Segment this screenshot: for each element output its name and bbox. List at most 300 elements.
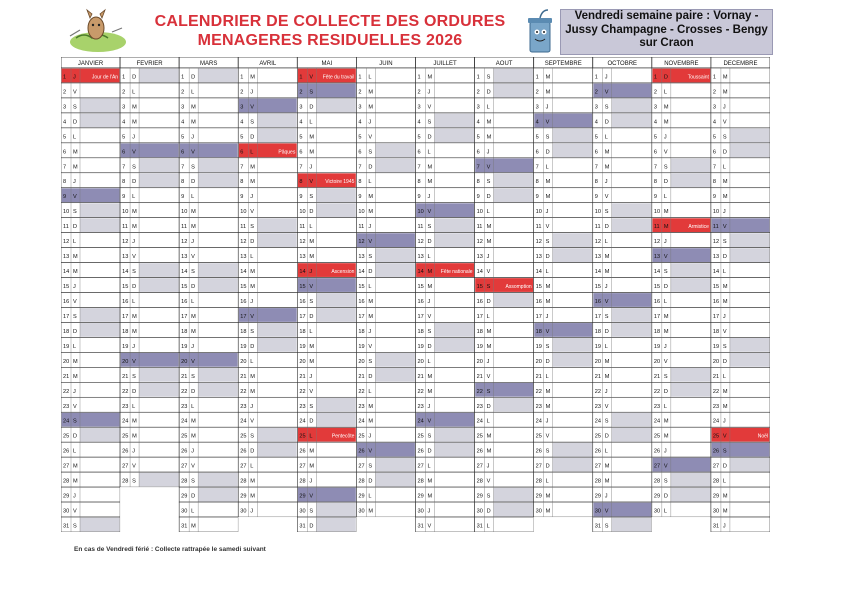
weekday-letter: S — [663, 164, 668, 171]
day-cell-bg — [475, 367, 534, 382]
weekday-letter: V — [545, 328, 550, 335]
day-cell-bg — [475, 218, 534, 233]
weekday-letter: L — [604, 134, 608, 141]
day-cell — [179, 517, 238, 532]
weekday-letter: V — [309, 493, 314, 500]
day-number: 3 — [653, 104, 657, 111]
day-cell-bg — [238, 397, 297, 412]
day-cell-bg — [534, 173, 593, 188]
weekday-letter: S — [486, 74, 491, 81]
day-cell-bg — [356, 113, 415, 128]
day-number: 27 — [594, 463, 601, 470]
day-cell — [475, 307, 534, 322]
weekday-letter: M — [663, 119, 669, 126]
month-column — [297, 57, 356, 532]
day-cell — [593, 278, 652, 293]
day-number: 3 — [712, 104, 717, 111]
weekday-letter: V — [368, 343, 373, 350]
weekday-letter: D — [722, 149, 727, 156]
day-cell — [297, 128, 356, 143]
day-number: 21 — [712, 373, 720, 380]
day-cell-bg — [416, 517, 475, 532]
month-header: OCTOBRE — [607, 61, 638, 68]
day-cell-bg — [416, 307, 475, 322]
calendar-title — [130, 12, 530, 50]
day-cell — [416, 442, 475, 457]
weekday-letter: D — [73, 224, 78, 231]
day-number: 25 — [358, 433, 365, 440]
weekday-letter: L — [191, 89, 195, 96]
weekday-letter: L — [427, 149, 431, 156]
weekday-letter: D — [191, 493, 196, 500]
day-number: 25 — [181, 433, 188, 440]
day-number: 7 — [181, 164, 185, 171]
day-cell-bg — [238, 188, 297, 203]
day-cell-bg — [534, 427, 593, 442]
day-number: 29 — [63, 493, 70, 500]
weekday-letter: S — [309, 298, 314, 305]
day-cell-bg — [61, 173, 120, 188]
day-cell-bg — [120, 307, 179, 322]
weekday-letter: L — [663, 194, 667, 201]
weekday-letter: M — [545, 194, 551, 201]
day-cell — [120, 68, 179, 83]
day-number: 18 — [653, 328, 661, 335]
day-number: 20 — [240, 358, 247, 365]
day-number: 7 — [712, 164, 717, 171]
weekday-letter: L — [191, 508, 195, 515]
day-number: 22 — [476, 388, 483, 395]
day-cell — [179, 98, 238, 113]
day-number: 17 — [122, 313, 129, 320]
day-cell — [356, 173, 415, 188]
weekday-letter: J — [604, 179, 608, 186]
weekday-letter: V — [427, 523, 432, 530]
day-cell — [297, 263, 356, 278]
day-number: 19 — [122, 343, 129, 350]
day-number: 19 — [417, 343, 424, 350]
day-number: 10 — [181, 209, 188, 216]
day-number: 27 — [299, 463, 306, 470]
day-number: 28 — [712, 478, 720, 485]
day-number: 17 — [653, 313, 661, 320]
day-cell — [711, 293, 770, 308]
day-number: 23 — [594, 403, 601, 410]
day-number: 24 — [299, 418, 306, 425]
day-number: 19 — [63, 343, 70, 350]
day-number: 2 — [535, 89, 539, 96]
day-cell — [179, 248, 238, 263]
day-number: 22 — [358, 388, 365, 395]
weekday-letter: M — [250, 373, 255, 380]
day-number: 24 — [712, 418, 720, 425]
day-number: 21 — [63, 373, 70, 380]
weekday-letter: S — [309, 194, 314, 201]
day-number: 17 — [712, 313, 720, 320]
day-cell — [593, 352, 652, 367]
weekend-shade — [435, 338, 474, 352]
day-cell-bg — [416, 158, 475, 173]
day-number: 19 — [712, 343, 720, 350]
weekday-letter: L — [486, 418, 490, 425]
day-number: 2 — [299, 89, 303, 96]
day-cell — [416, 98, 475, 113]
day-cell — [593, 427, 652, 442]
day-number: 24 — [63, 418, 70, 425]
day-number: 20 — [63, 358, 70, 365]
weekday-letter: M — [486, 343, 492, 350]
weekday-letter: J — [486, 358, 490, 365]
day-cell — [711, 322, 770, 337]
day-number: 4 — [63, 119, 67, 126]
day-cell-bg — [475, 203, 534, 218]
day-cell-bg — [297, 128, 356, 143]
day-number: 19 — [535, 343, 542, 350]
day-number: 6 — [122, 149, 126, 156]
day-number: 2 — [240, 89, 244, 96]
weekday-letter: S — [722, 448, 727, 455]
day-number: 29 — [299, 493, 306, 500]
day-cell — [356, 367, 415, 382]
day-cell — [593, 68, 652, 83]
day-number: 16 — [240, 298, 247, 305]
day-number: 20 — [653, 358, 661, 365]
weekday-letter: S — [663, 478, 668, 485]
day-number: 19 — [181, 343, 188, 350]
day-number: 25 — [63, 433, 70, 440]
day-number: 1 — [63, 74, 67, 81]
day-cell — [534, 502, 593, 517]
day-cell-bg — [61, 502, 120, 517]
weekday-letter: M — [73, 269, 78, 276]
month-header: JUIN — [379, 61, 393, 68]
day-cell-bg — [179, 457, 238, 472]
day-cell — [179, 158, 238, 173]
day-cell — [120, 98, 179, 113]
weekday-letter: J — [663, 134, 667, 141]
day-cell-bg — [120, 442, 179, 457]
day-cell — [238, 382, 297, 397]
day-cell-bg — [416, 367, 475, 382]
day-number: 8 — [63, 179, 67, 186]
day-number: 29 — [594, 493, 601, 500]
weekday-letter: M — [191, 209, 196, 216]
day-number: 22 — [63, 388, 70, 395]
weekday-letter: M — [309, 239, 315, 246]
day-cell-bg — [534, 203, 593, 218]
day-number: 16 — [122, 298, 129, 305]
day-cell — [711, 263, 770, 278]
day-cell-bg — [179, 128, 238, 143]
day-cell-bg — [534, 307, 593, 322]
day-number: 26 — [653, 448, 661, 455]
day-cell-bg — [356, 293, 415, 308]
weekend-shade — [730, 128, 769, 142]
weekday-letter: J — [132, 239, 135, 246]
day-cell — [652, 158, 711, 173]
day-number: 10 — [594, 209, 601, 216]
day-cell-bg — [475, 427, 534, 442]
day-cell-bg — [711, 517, 770, 532]
weekend-shade — [80, 114, 119, 128]
empty-cell — [120, 502, 179, 517]
day-cell — [593, 322, 652, 337]
month-column — [120, 57, 179, 532]
day-number: 30 — [358, 508, 365, 515]
weekend-shade — [257, 443, 296, 457]
weekday-letter: V — [486, 164, 491, 171]
day-cell-bg — [711, 188, 770, 203]
day-cell — [593, 502, 652, 517]
weekday-letter: V — [663, 149, 668, 156]
day-number: 18 — [476, 328, 483, 335]
day-cell-bg — [652, 442, 711, 457]
day-cell-bg — [61, 352, 120, 367]
day-number: 27 — [63, 463, 70, 470]
day-cell — [652, 293, 711, 308]
day-cell — [179, 382, 238, 397]
weekday-letter: M — [250, 269, 255, 276]
day-cell-bg — [297, 248, 356, 263]
weekday-letter: D — [368, 478, 373, 485]
day-cell — [416, 233, 475, 248]
day-cell — [179, 307, 238, 322]
collection-highlight — [534, 114, 592, 128]
weekday-letter: D — [132, 74, 137, 81]
day-number: 3 — [358, 104, 362, 111]
day-cell — [652, 517, 711, 532]
day-cell — [356, 98, 415, 113]
weekday-letter: L — [604, 239, 608, 246]
month-header: AVRIL — [259, 61, 277, 68]
weekday-letter: D — [427, 343, 432, 350]
weekday-letter: M — [604, 164, 610, 171]
day-cell — [356, 517, 415, 532]
weekend-shade — [198, 473, 237, 487]
day-cell-bg — [416, 248, 475, 263]
day-cell — [652, 173, 711, 188]
day-cell — [416, 337, 475, 352]
day-number: 15 — [181, 284, 188, 291]
day-cell-bg — [120, 248, 179, 263]
day-number: 15 — [476, 284, 483, 291]
day-number: 4 — [181, 119, 185, 126]
day-number: 14 — [417, 269, 424, 276]
day-number: 31 — [712, 523, 720, 530]
weekend-shade — [139, 263, 178, 277]
day-cell — [238, 307, 297, 322]
weekday-letter: M — [250, 179, 255, 186]
day-number: 19 — [653, 343, 661, 350]
weekend-shade — [316, 203, 355, 217]
collection-highlight — [298, 84, 356, 98]
day-cell — [652, 487, 711, 502]
day-cell — [475, 173, 534, 188]
day-cell — [475, 203, 534, 218]
weekday-letter: V — [604, 89, 609, 96]
day-cell-bg — [534, 218, 593, 233]
day-cell-bg — [711, 307, 770, 322]
day-cell-bg — [61, 487, 120, 502]
day-cell — [534, 128, 593, 143]
title-line-1: CALENDRIER DE COLLECTE DES ORDURES — [154, 13, 506, 30]
day-number: 25 — [299, 433, 306, 440]
holiday-label: Noël — [757, 433, 768, 440]
day-number: 10 — [122, 209, 129, 216]
weekday-letter: V — [722, 224, 727, 231]
day-cell — [61, 98, 120, 113]
weekday-letter: M — [604, 463, 610, 470]
day-number: 9 — [358, 194, 362, 201]
day-cell — [652, 457, 711, 472]
weekday-letter: M — [486, 328, 492, 335]
day-cell-bg — [711, 113, 770, 128]
day-number: 6 — [63, 149, 67, 156]
weekend-shade — [730, 233, 769, 247]
day-cell — [534, 352, 593, 367]
day-cell — [238, 442, 297, 457]
day-number: 25 — [535, 433, 542, 440]
day-cell — [238, 203, 297, 218]
day-number: 5 — [240, 134, 244, 141]
day-cell — [120, 203, 179, 218]
weekday-letter: S — [486, 284, 491, 291]
day-cell — [593, 188, 652, 203]
day-cell — [711, 98, 770, 113]
weekend-shade — [435, 233, 474, 247]
day-cell — [238, 248, 297, 263]
day-cell — [238, 293, 297, 308]
day-cell — [297, 352, 356, 367]
day-number: 6 — [712, 149, 717, 156]
day-cell-bg — [179, 517, 238, 532]
day-cell — [179, 502, 238, 517]
day-cell-bg — [475, 352, 534, 367]
weekday-letter: D — [309, 418, 314, 425]
holiday-label: Ascension — [331, 269, 355, 276]
weekday-letter: V — [368, 239, 373, 246]
day-cell — [356, 278, 415, 293]
day-cell-bg — [475, 412, 534, 427]
weekday-letter: M — [663, 328, 669, 335]
empty-cell — [356, 517, 415, 532]
day-cell — [238, 427, 297, 442]
weekday-letter: J — [722, 523, 726, 530]
day-cell — [297, 278, 356, 293]
day-number: 26 — [476, 448, 483, 455]
day-number: 20 — [712, 358, 720, 365]
day-cell — [297, 457, 356, 472]
day-number: 29 — [181, 493, 188, 500]
day-number: 22 — [240, 388, 247, 395]
day-number: 7 — [299, 164, 303, 171]
weekday-letter: J — [191, 134, 194, 141]
weekend-shade — [435, 218, 474, 232]
weekday-letter: M — [368, 89, 374, 96]
day-number: 18 — [299, 328, 306, 335]
weekday-letter: S — [427, 119, 432, 126]
day-number: 30 — [63, 508, 70, 515]
empty-cell — [534, 517, 593, 532]
day-cell — [711, 517, 770, 532]
day-cell-bg — [297, 218, 356, 233]
day-cell-bg — [534, 188, 593, 203]
weekend-shade — [553, 443, 592, 457]
day-cell-bg — [179, 322, 238, 337]
day-cell-bg — [356, 83, 415, 98]
weekday-letter: L — [427, 254, 431, 261]
day-cell-bg — [297, 457, 356, 472]
weekday-letter: S — [427, 328, 432, 335]
day-number: 4 — [122, 119, 126, 126]
day-cell — [593, 307, 652, 322]
weekday-letter: D — [73, 328, 78, 335]
month-column — [711, 57, 770, 532]
day-cell-bg — [356, 397, 415, 412]
day-cell-bg — [120, 397, 179, 412]
weekday-letter: L — [722, 373, 727, 380]
day-cell — [652, 322, 711, 337]
day-number: 8 — [299, 179, 303, 186]
day-number: 1 — [240, 74, 244, 81]
day-cell — [356, 233, 415, 248]
day-number: 10 — [417, 209, 424, 216]
weekday-letter: J — [663, 448, 667, 455]
weekend-shade — [257, 218, 296, 232]
day-cell — [534, 367, 593, 382]
day-cell-bg — [120, 427, 179, 442]
day-number: 18 — [181, 328, 188, 335]
day-number: 22 — [594, 388, 601, 395]
day-number: 1 — [299, 74, 303, 81]
day-cell — [534, 143, 593, 158]
weekday-letter: V — [722, 328, 727, 335]
day-number: 5 — [476, 134, 480, 141]
day-cell — [652, 248, 711, 263]
weekday-letter: L — [250, 254, 254, 261]
day-cell-bg — [593, 173, 652, 188]
day-number: 17 — [181, 313, 188, 320]
day-cell — [297, 203, 356, 218]
day-cell — [416, 173, 475, 188]
day-cell-bg — [61, 472, 120, 487]
day-number: 9 — [122, 194, 126, 201]
collection-highlight — [475, 383, 533, 397]
day-cell — [120, 487, 179, 502]
day-number: 6 — [417, 149, 421, 156]
weekday-letter: S — [191, 164, 195, 171]
day-cell-bg — [416, 397, 475, 412]
weekend-shade — [553, 128, 592, 142]
day-cell-bg — [416, 382, 475, 397]
day-number: 9 — [594, 194, 598, 201]
weekend-shade — [139, 69, 178, 83]
weekday-letter: S — [486, 493, 491, 500]
day-cell — [593, 367, 652, 382]
weekday-letter: J — [368, 224, 372, 231]
day-number: 20 — [594, 358, 601, 365]
day-cell — [356, 442, 415, 457]
day-cell — [179, 218, 238, 233]
day-cell-bg — [652, 98, 711, 113]
day-number: 23 — [417, 403, 424, 410]
day-cell-bg — [475, 113, 534, 128]
day-cell — [179, 293, 238, 308]
day-number: 3 — [181, 104, 185, 111]
day-number: 23 — [653, 403, 661, 410]
day-number: 25 — [594, 433, 601, 440]
day-cell — [120, 128, 179, 143]
